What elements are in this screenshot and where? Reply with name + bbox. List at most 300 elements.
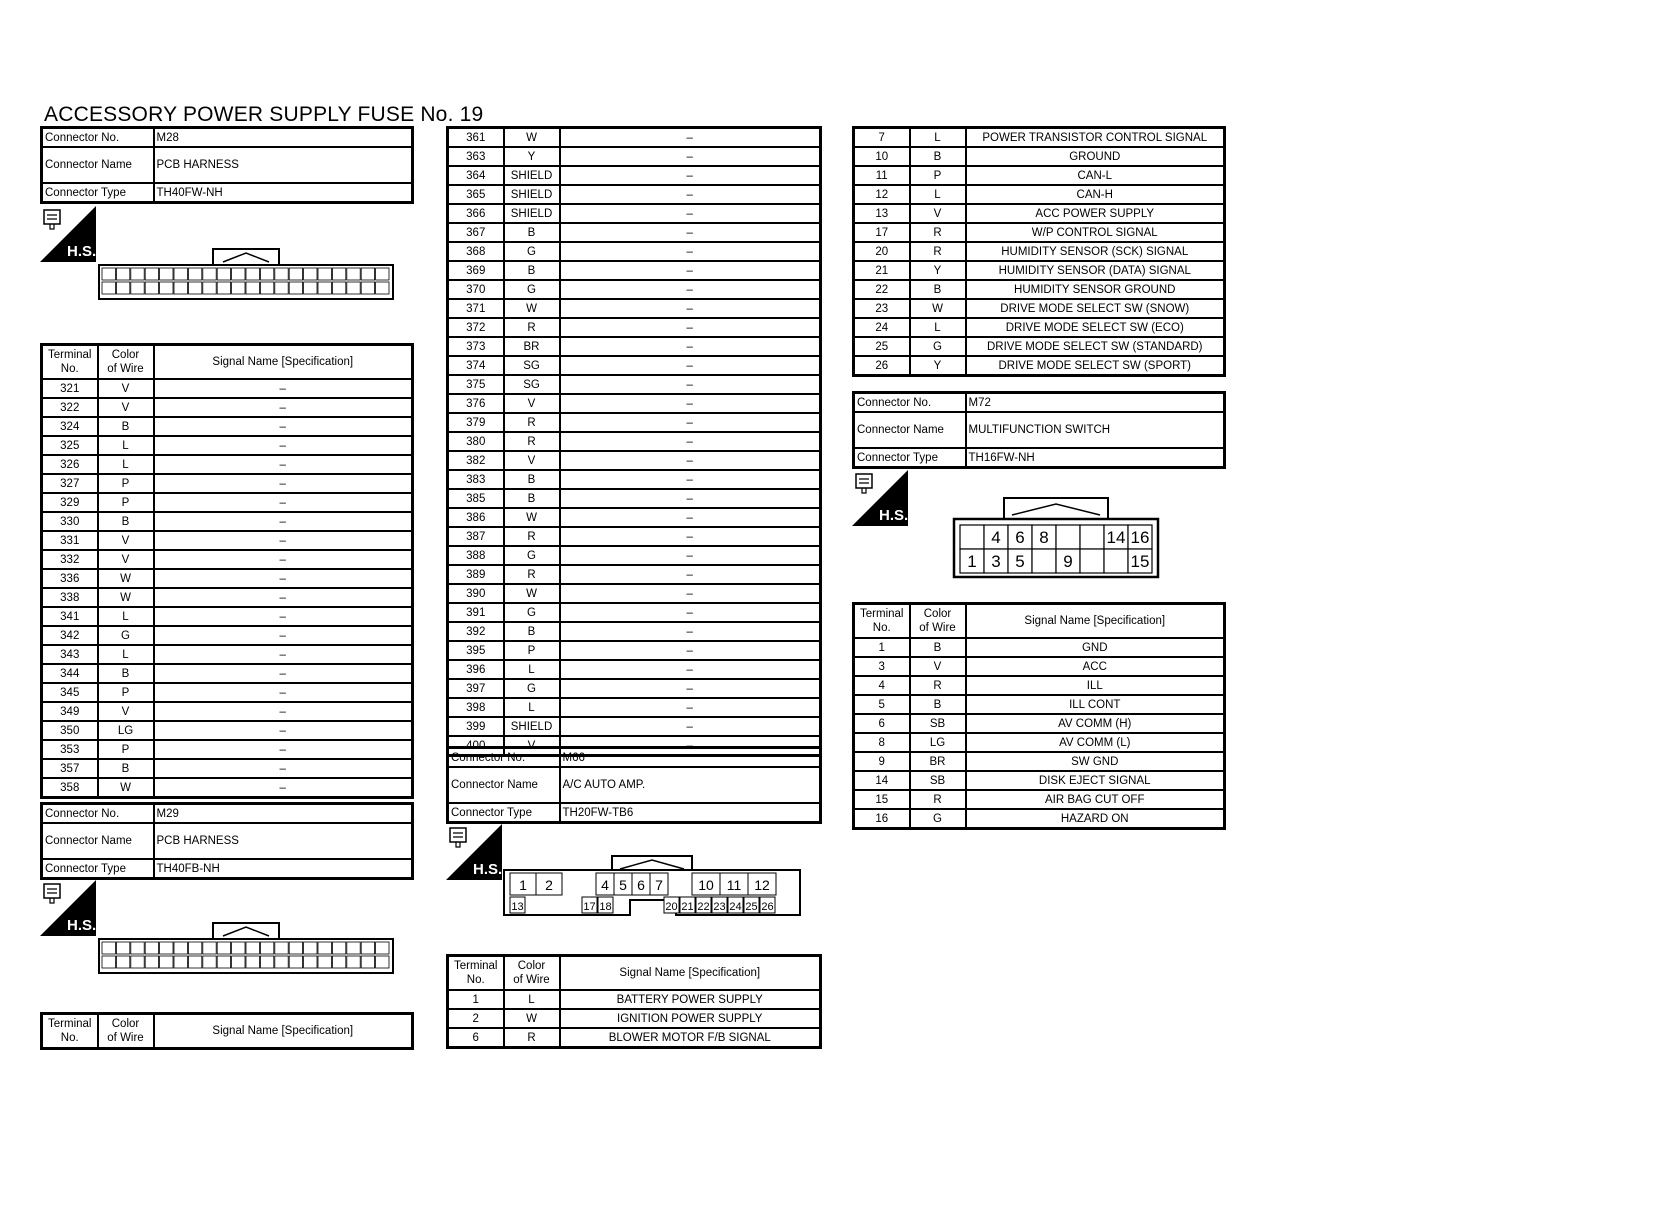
wire-color-cell: G [910,809,966,829]
table-row [448,223,821,242]
connector-pin-cell [376,282,389,294]
terminal-no-cell: 398 [448,698,504,717]
connector-pin-cell [332,942,345,954]
terminal-no-cell: 364 [448,166,504,185]
hs-harness-side-icon [40,206,96,262]
pin-number: 18 [599,901,612,913]
signal-name-cell: HUMIDITY SENSOR GROUND [966,280,1225,299]
signal-name-cell: – [154,721,413,740]
terminal-no-cell: 16 [854,809,910,829]
connector-pin-cell [318,956,331,968]
connector-pin-cell [203,268,216,280]
signal-name-cell: – [560,375,821,394]
signal-name-cell: HUMIDITY SENSOR (DATA) SIGNAL [966,261,1225,280]
table-row [42,436,413,455]
signal-name-cell: – [560,527,821,546]
terminal-no-cell: 397 [448,679,504,698]
signal-name-cell: W/P CONTROL SIGNAL [966,223,1225,242]
signal-name-cell: DRIVE MODE SELECT SW (SPORT) [966,356,1225,376]
connector-pin-cell [361,268,374,280]
connector-no-label: Connector No. [854,393,966,413]
signal-name-cell: – [560,470,821,489]
pin-number: 4 [601,877,609,893]
table-row [854,337,1225,356]
signal-name-cell: – [560,185,821,204]
page-title: ACCESSORY POWER SUPPLY FUSE No. 19 [44,103,484,126]
terminal-no-header: Terminal No. [448,956,504,991]
table-row [448,470,821,489]
table-row [854,657,1225,676]
wire-color-cell: W [504,128,560,148]
terminal-no-cell: 11 [854,166,910,185]
table-row [448,128,821,148]
pin-number: 26 [761,901,774,913]
signal-name-cell: DRIVE MODE SELECT SW (ECO) [966,318,1225,337]
terminal-no-cell: 20 [854,242,910,261]
signal-name-cell: GROUND [966,147,1225,166]
wire-color-cell: G [504,280,560,299]
signal-name-cell: – [154,645,413,664]
m66-terminal-table-continued [852,126,1226,377]
pin-number: 21 [681,901,694,913]
table-row [448,166,821,185]
signal-name-cell: – [560,489,821,508]
wire-color-cell: B [910,280,966,299]
signal-name-cell: – [560,280,821,299]
signal-name-header: Signal Name [Specification] [154,1014,413,1049]
wire-color-cell: L [98,607,154,626]
connector-type-label: Connector Type [42,183,154,203]
table-row [42,474,413,493]
terminal-no-cell: 325 [42,436,98,455]
connector-pin-cell [203,956,216,968]
connector-pin-cell [289,282,302,294]
terminal-no-cell: 367 [448,223,504,242]
wire-color-cell: R [910,242,966,261]
signal-name-cell: – [154,588,413,607]
terminal-no-cell: 1 [448,990,504,1009]
terminal-no-cell: 24 [854,318,910,337]
table-row [854,733,1225,752]
wire-color-cell: B [504,261,560,280]
table-row [42,455,413,474]
signal-name-cell: – [154,569,413,588]
terminal-no-cell: 10 [854,147,910,166]
connector-pin-cell [102,942,115,954]
table-row [854,790,1225,809]
wire-color-cell: B [98,417,154,436]
wire-color-cell: V [98,531,154,550]
connector-pin-cell [376,942,389,954]
wire-color-cell: SB [910,771,966,790]
connector-pin-cell [376,268,389,280]
signal-name-cell: – [560,356,821,375]
signal-name-cell: – [560,622,821,641]
table-row [42,778,413,798]
signal-name-cell: – [154,398,413,417]
terminal-no-cell: 330 [42,512,98,531]
table-row [854,695,1225,714]
table-row [448,318,821,337]
table-row [42,683,413,702]
connector-pin-cell [102,282,115,294]
wire-color-cell: P [98,683,154,702]
terminal-no-cell: 372 [448,318,504,337]
terminal-no-cell: 6 [448,1028,504,1048]
table-row [448,527,821,546]
connector-pin-cell [289,268,302,280]
terminal-no-cell: 385 [448,489,504,508]
connector-pin-cell [174,282,187,294]
table-row [448,147,821,166]
signal-name-cell: – [560,584,821,603]
pin-number: 5 [1015,552,1025,571]
connector-pin-cell [203,942,216,954]
signal-name-cell: AIR BAG CUT OFF [966,790,1225,809]
table-row [854,318,1225,337]
signal-name-cell: – [560,337,821,356]
connector-pin-cell [260,956,273,968]
wire-color-cell: V [910,204,966,223]
table-row [42,512,413,531]
signal-name-cell: – [560,451,821,470]
connector-name-label: Connector Name [448,767,560,803]
table-row [448,261,821,280]
m29-connector-info [40,802,414,880]
signal-name-cell: – [560,413,821,432]
table-row [448,204,821,223]
terminal-no-cell: 321 [42,379,98,398]
signal-name-cell: ILL CONT [966,695,1225,714]
table-row [42,531,413,550]
terminal-no-cell: 336 [42,569,98,588]
wire-color-cell: L [910,128,966,148]
connector-pin-cell [289,942,302,954]
wire-color-cell: W [98,569,154,588]
signal-name-cell: SW GND [966,752,1225,771]
terminal-no-cell: 386 [448,508,504,527]
connector-pin-cell [116,942,129,954]
wire-color-cell: B [98,512,154,531]
wire-color-cell: L [98,645,154,664]
connector-type-value: TH16FW-NH [966,448,1225,468]
hs-harness-side-icon [446,824,502,880]
terminal-no-cell: 1 [854,638,910,657]
terminal-no-cell: 349 [42,702,98,721]
signal-name-cell: – [154,664,413,683]
table-row [854,147,1225,166]
terminal-no-cell: 373 [448,337,504,356]
wire-color-cell: R [504,318,560,337]
connector-pin-cell [361,956,374,968]
terminal-no-cell: 25 [854,337,910,356]
connector-pin-cell [131,282,144,294]
wire-color-header: Color of Wire [504,956,560,991]
terminal-no-cell: 338 [42,588,98,607]
signal-name-cell: – [560,717,821,736]
connector-no-value: M66 [560,748,821,768]
connector-pin-cell [361,282,374,294]
pin-number: 17 [583,901,596,913]
terminal-no-cell: 345 [42,683,98,702]
connector-pin-cell [232,956,245,968]
wire-color-cell: W [910,299,966,318]
m29-terminal-table [446,126,822,757]
signal-name-cell: – [560,736,821,756]
terminal-no-cell: 322 [42,398,98,417]
wire-color-cell: Y [910,356,966,376]
terminal-no-cell: 357 [42,759,98,778]
m66-connector-face-diagram [502,855,802,917]
table-row [42,664,413,683]
m29-connector-face-diagram [98,922,394,974]
m72-connector-face-diagram [952,497,1160,579]
terminal-no-cell: 350 [42,721,98,740]
hs-harness-side-icon [40,880,96,936]
connector-pin-cell [174,956,187,968]
signal-name-cell: ILL [966,676,1225,695]
table-row [448,603,821,622]
terminal-no-cell: 392 [448,622,504,641]
signal-name-cell: HAZARD ON [966,809,1225,829]
connector-pin-cell [275,942,288,954]
wire-color-cell: SHIELD [504,204,560,223]
wire-color-cell: R [910,790,966,809]
terminal-no-cell: 389 [448,565,504,584]
table-row [448,508,821,527]
pin-number: 8 [1039,528,1049,547]
connector-pin-cell [131,268,144,280]
table-row [448,1028,821,1048]
terminal-no-cell: 22 [854,280,910,299]
wire-color-cell: L [910,318,966,337]
connector-pin-cell [160,282,173,294]
wire-color-cell: G [504,242,560,261]
m28-connector-face-diagram [98,248,394,300]
table-row [448,451,821,470]
connector-pin-cell [102,268,115,280]
terminal-no-cell: 396 [448,660,504,679]
connector-name-value: PCB HARNESS [154,823,413,859]
connector-pin-cell [347,942,360,954]
terminal-no-cell: 332 [42,550,98,569]
connector-pin-cell [188,942,201,954]
connector-no-value: M72 [966,393,1225,413]
signal-name-cell: – [560,603,821,622]
terminal-no-cell: 15 [854,790,910,809]
terminal-no-cell: 9 [854,752,910,771]
signal-name-cell: – [560,660,821,679]
signal-name-cell: – [154,626,413,645]
wire-color-cell: V [504,451,560,470]
signal-name-cell: – [154,455,413,474]
table-row [854,261,1225,280]
wire-color-cell: B [910,147,966,166]
terminal-no-cell: 4 [854,676,910,695]
table-row [448,565,821,584]
wire-color-cell: LG [910,733,966,752]
terminal-no-cell: 327 [42,474,98,493]
connector-pin-cell [1056,525,1080,549]
connector-pin-cell [318,282,331,294]
wire-color-cell: P [910,166,966,185]
connector-pin-cell [232,282,245,294]
table-row [448,660,821,679]
connector-name-label: Connector Name [42,147,154,183]
connector-pin-cell [145,282,158,294]
signal-name-cell: – [154,512,413,531]
signal-name-cell: ACC POWER SUPPLY [966,204,1225,223]
connector-pin-cell [1104,549,1128,573]
signal-name-cell: – [154,531,413,550]
wire-color-cell: R [910,676,966,695]
m66-terminal-table [446,954,822,1049]
terminal-no-cell: 400 [448,736,504,756]
terminal-no-header: Terminal No. [42,1014,98,1049]
wire-color-cell: V [504,394,560,413]
wire-color-cell: Y [504,147,560,166]
signal-name-cell: – [560,432,821,451]
connector-pin-cell [304,268,317,280]
m72-connector-info [852,391,1226,469]
connector-pin-cell [160,268,173,280]
connector-pin-cell [275,956,288,968]
connector-pin-cell [145,956,158,968]
terminal-no-cell: 14 [854,771,910,790]
wire-color-cell: SG [504,356,560,375]
hs-harness-side-icon [852,470,908,526]
wire-color-cell: R [504,413,560,432]
wire-color-cell: B [98,759,154,778]
terminal-no-cell: 353 [42,740,98,759]
wire-color-cell: W [98,778,154,798]
signal-name-cell: AV COMM (H) [966,714,1225,733]
pin-number: 1 [967,552,977,571]
pin-number: 4 [991,528,1001,547]
table-row [448,584,821,603]
pin-number: 15 [1130,552,1150,571]
connector-pin-cell [246,956,259,968]
table-row [42,379,413,398]
connector-type-label: Connector Type [42,859,154,879]
pin-number: 16 [1130,528,1150,547]
m28-terminal-table [40,343,414,799]
table-row [42,759,413,778]
wire-color-cell: P [98,474,154,493]
terminal-no-cell: 5 [854,695,910,714]
signal-name-cell: DRIVE MODE SELECT SW (SNOW) [966,299,1225,318]
wire-color-cell: B [504,622,560,641]
wire-color-cell: G [504,603,560,622]
connector-pin-cell [347,268,360,280]
signal-name-cell: CAN-L [966,166,1225,185]
connector-pin-cell [275,282,288,294]
pin-number: 10 [698,877,714,893]
hs-label: H.S. [67,243,96,260]
pin-number: 11 [726,877,742,893]
connector-type-label: Connector Type [448,803,560,823]
connector-name-label: Connector Name [42,823,154,859]
wire-color-cell: V [98,379,154,398]
table-row [448,622,821,641]
table-row [448,489,821,508]
connector-pin-cell [217,282,230,294]
wire-color-cell: B [504,470,560,489]
wire-color-cell: L [504,698,560,717]
wire-color-cell: SHIELD [504,717,560,736]
signal-name-cell: – [154,474,413,493]
signal-name-cell: – [560,166,821,185]
wire-color-cell: LG [98,721,154,740]
wire-color-cell: V [98,550,154,569]
connector-pin-cell [203,282,216,294]
table-row [448,394,821,413]
wire-color-cell: R [504,527,560,546]
table-row [854,166,1225,185]
connector-pin-cell [361,942,374,954]
wire-color-cell: P [98,740,154,759]
connector-pin-cell [160,956,173,968]
wire-color-cell: B [910,695,966,714]
pin-number: 6 [637,877,645,893]
m29-terminal-table-header [40,1012,414,1050]
signal-name-cell: – [154,759,413,778]
wire-color-cell: L [504,990,560,1009]
wire-color-cell: W [504,1009,560,1028]
table-row [448,990,821,1009]
hs-label: H.S. [879,507,908,524]
table-row [42,740,413,759]
connector-no-value: M28 [154,128,413,148]
signal-name-cell: – [154,417,413,436]
hs-label: H.S. [67,917,96,934]
wire-color-cell: L [98,455,154,474]
terminal-no-cell: 387 [448,527,504,546]
table-row [448,356,821,375]
terminal-no-cell: 395 [448,641,504,660]
signal-name-cell: – [560,318,821,337]
signal-name-cell: – [560,223,821,242]
connector-pin-cell [332,956,345,968]
wire-color-cell: W [504,299,560,318]
table-row [854,714,1225,733]
terminal-no-cell: 324 [42,417,98,436]
connector-pin-cell [260,942,273,954]
signal-name-cell: – [560,299,821,318]
connector-type-label: Connector Type [854,448,966,468]
connector-type-value: TH40FW-NH [154,183,413,203]
connector-pin-cell [174,942,187,954]
pin-number: 1 [519,877,527,893]
connector-pin-cell [102,956,115,968]
hs-label: H.S. [473,861,502,878]
connector-pin-cell [304,282,317,294]
table-row [854,128,1225,148]
connector-type-value: TH40FB-NH [154,859,413,879]
table-row [42,550,413,569]
table-row [854,223,1225,242]
signal-name-cell: DISK EJECT SIGNAL [966,771,1225,790]
signal-name-cell: – [560,679,821,698]
signal-name-cell: GND [966,638,1225,657]
wire-color-header: Color of Wire [98,1014,154,1049]
table-row [448,185,821,204]
signal-name-header: Signal Name [Specification] [966,604,1225,639]
signal-name-cell: IGNITION POWER SUPPLY [560,1009,821,1028]
table-row [42,702,413,721]
connector-name-value: PCB HARNESS [154,147,413,183]
m66-connector-info [446,746,822,824]
